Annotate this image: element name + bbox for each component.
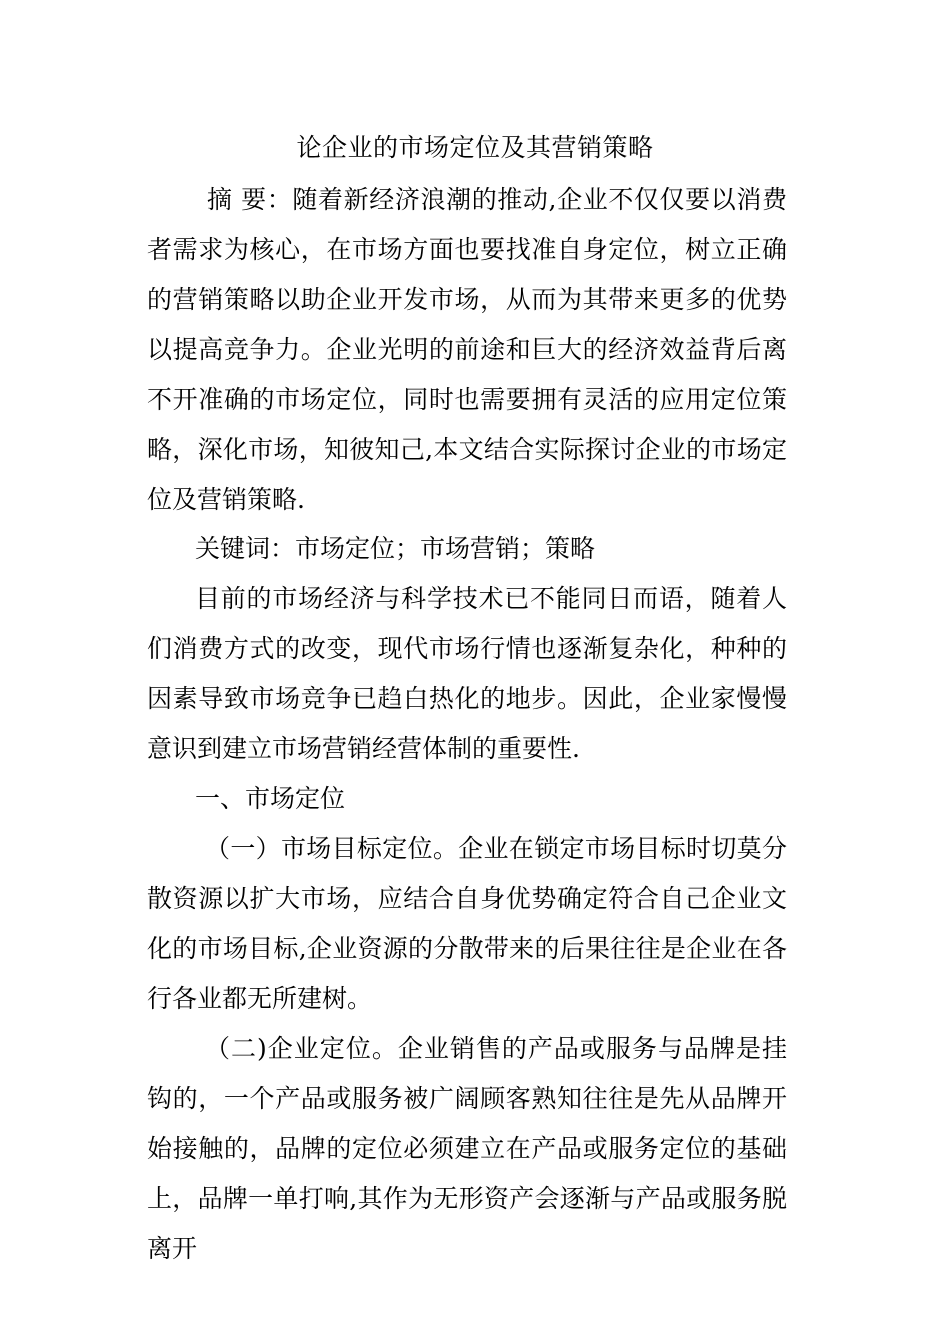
subsection-paragraph-1: （一）市场目标定位。企业在锁定市场目标时切莫分散资源以扩大市场，应结合自身优势确定符合自己企业文化的市场目标,企业资源的分散带来的后果往往是企业在各行各业都无所建树。 bbox=[147, 834, 787, 1013]
keywords-text: 市场定位；市场营销；策略 bbox=[295, 534, 596, 563]
abstract-paragraph bbox=[147, 175, 787, 525]
abstract-text: 随着新经济浪潮的推动,企业不仅仅要以消费者需求为核心，在市场方面也要找准自身定位，树立正确的营销策略以助企业开发市场，从而为其带来更多的优势以提高竞争力。企业光明的前途和巨大的经济效益背后离不开准确的市场定位，同时也需要拥有灵活的应用定位策略，深化市场，知彼知己,本文结合实际探讨企业的市场定位及营销策略. bbox=[147, 185, 787, 514]
keywords-label: 关键词： bbox=[195, 534, 296, 563]
intro-paragraph: 目前的市场经济与科学技术已不能同日而语，随着人们消费方式的改变，现代市场行情也逐渐复杂化，种种的因素导致市场竞争已趋白热化的地步。因此，企业家慢慢意识到建立市场营销经营体制的重要性. bbox=[147, 584, 787, 763]
subsection-paragraph-2: （二)企业定位。企业销售的产品或服务与品牌是挂钩的，一个产品或服务被广阔顾客熟知往往是先从品牌开始接触的，品牌的定位必须建立在产品或服务定位的基础上，品牌一单打响,其作为无形资产会逐渐与产品或服务脱离开 bbox=[147, 1034, 787, 1263]
document-title: 论企业的市场定位及其营销策略 bbox=[296, 133, 654, 162]
keywords-paragraph bbox=[147, 524, 787, 574]
abstract-label: 摘 要： bbox=[207, 185, 293, 214]
section-heading: 一、市场定位 bbox=[195, 784, 346, 813]
